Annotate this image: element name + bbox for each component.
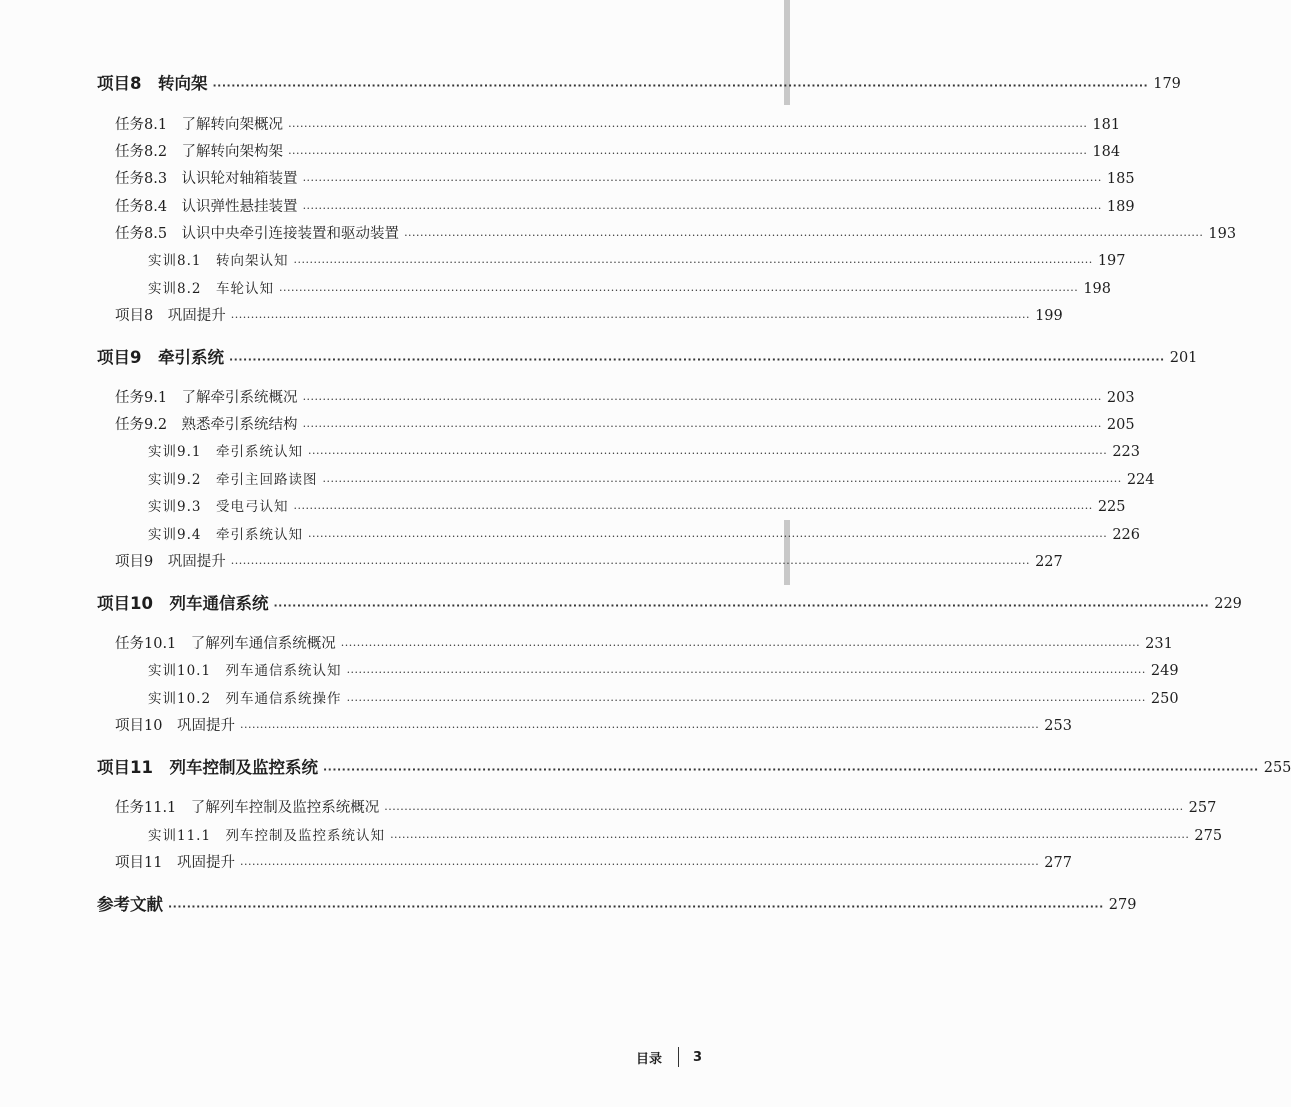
toc-leader-dots: ········································································································································································································ — [230, 557, 1031, 570]
toc-leader-dots: ········································································································································································································ — [239, 858, 1040, 871]
toc-entry-title: 项目11 巩固提升 — [115, 855, 235, 871]
toc-page-number: 275 — [1194, 828, 1223, 844]
footer-page-number: 3 — [693, 1049, 703, 1065]
toc-entry-title: 实训9.1 牵引系统认知 — [148, 444, 303, 460]
toc-entry-title: 实训11.1 列车控制及监控系统认知 — [148, 828, 386, 844]
toc-page-number: 184 — [1092, 144, 1121, 160]
toc-leader-dots: ········································································································································································································ — [302, 393, 1102, 406]
toc-leader-dots: ········································································································································································································ — [293, 502, 1093, 515]
toc-leader-dots: ········································································································································································································ — [307, 447, 1108, 460]
toc-entry-title: 实训8.1 转向架认知 — [148, 253, 289, 269]
toc-page-number: 193 — [1208, 226, 1237, 242]
toc-page-number: 199 — [1035, 308, 1063, 324]
toc-leader-dots: ········································································································································································································ — [302, 174, 1102, 187]
toc-leader-dots: ········································································································································································································ — [288, 147, 1088, 160]
toc-leader-dots: ········································································································································································································ — [302, 420, 1102, 433]
toc-page-number: 181 — [1092, 117, 1121, 133]
toc-entry-title: 项目11 列车控制及监控系统 — [97, 758, 318, 777]
toc-entry-title: 任务9.2 熟悉牵引系统结构 — [115, 417, 298, 433]
toc-page-number: 203 — [1106, 390, 1135, 406]
toc-leader-dots: ········································································································································································································ — [239, 721, 1040, 734]
toc-leader-dots: ········································································································································································································ — [322, 763, 1259, 776]
toc-page-number: 179 — [1153, 76, 1181, 92]
toc-practice-entry[interactable] — [148, 249, 1126, 273]
toc-chapter-entry[interactable] — [97, 592, 1242, 616]
toc-task-entry[interactable] — [115, 851, 1072, 875]
toc-chapter-entry[interactable] — [97, 72, 1181, 96]
footer-section-label: 目录 — [636, 1051, 663, 1067]
toc-leader-dots: ········································································································································································································ — [390, 831, 1190, 844]
toc-page-number: 255 — [1263, 760, 1291, 776]
toc-task-entry[interactable] — [115, 195, 1135, 219]
toc-page-number: 185 — [1106, 171, 1135, 187]
toc-page-number: 229 — [1214, 596, 1242, 612]
toc-practice-entry[interactable] — [148, 523, 1140, 547]
toc-page-number: 223 — [1112, 444, 1140, 460]
toc-entry-title: 参考文献 — [97, 895, 163, 914]
toc-entry-title: 项目8 转向架 — [97, 74, 208, 93]
toc-page-number: 197 — [1097, 253, 1126, 269]
toc-leader-dots: ········································································································································································································ — [278, 284, 1079, 297]
toc-task-entry[interactable] — [115, 550, 1063, 574]
toc-leader-dots: ········································································································································································································ — [288, 120, 1088, 133]
toc-page-number: 277 — [1044, 855, 1072, 871]
toc-page-number: 279 — [1108, 897, 1137, 913]
toc-entry-title: 任务8.3 认识轮对轴箱装置 — [115, 171, 298, 187]
toc-entry-title: 实训8.2 车轮认知 — [148, 281, 274, 297]
toc-leader-dots: ········································································································································································································ — [293, 256, 1093, 269]
toc-entry-title: 实训10.2 列车通信系统操作 — [148, 691, 342, 707]
toc-practice-entry[interactable] — [148, 659, 1179, 683]
toc-entry-title: 任务11.1 了解列车控制及监控系统概况 — [115, 800, 380, 816]
toc-leader-dots: ········································································································································································································ — [340, 639, 1141, 652]
toc-task-entry[interactable] — [115, 304, 1063, 328]
toc-entry-title: 项目9 牵引系统 — [97, 348, 224, 367]
toc-task-entry[interactable] — [115, 714, 1072, 738]
toc-task-entry[interactable] — [115, 113, 1121, 137]
toc-leader-dots: ········································································································································································································ — [212, 79, 1149, 92]
toc-page-number: 253 — [1044, 718, 1072, 734]
toc-entry-title: 项目10 巩固提升 — [115, 718, 235, 734]
toc-page-number: 189 — [1106, 199, 1135, 215]
toc-task-entry[interactable] — [115, 632, 1173, 656]
toc-leader-dots: ········································································································································································································ — [168, 900, 1104, 913]
toc-chapter-entry[interactable] — [97, 346, 1198, 370]
toc-page-number: 225 — [1097, 499, 1126, 515]
toc-chapter-entry[interactable] — [97, 893, 1137, 917]
toc-task-entry[interactable] — [115, 222, 1237, 246]
toc-leader-dots: ········································································································································································································ — [322, 475, 1122, 488]
toc-leader-dots: ········································································································································································································ — [230, 311, 1031, 324]
toc-entry-title: 项目8 巩固提升 — [115, 308, 226, 324]
toc-page-number: 257 — [1188, 800, 1217, 816]
toc-leader-dots: ········································································································································································································ — [384, 803, 1184, 816]
toc-entry-title: 实训9.4 牵引系统认知 — [148, 527, 303, 543]
toc-practice-entry[interactable] — [148, 277, 1111, 301]
toc-entry-title: 实训9.3 受电弓认知 — [148, 499, 289, 515]
toc-entry-title: 任务8.5 认识中央牵引连接装置和驱动装置 — [115, 226, 400, 242]
toc-page-number: 250 — [1150, 691, 1179, 707]
toc-leader-dots: ········································································································································································································ — [346, 694, 1146, 707]
toc-leader-dots: ········································································································································································································ — [302, 202, 1102, 215]
toc-entry-title: 任务8.1 了解转向架概况 — [115, 117, 284, 133]
toc-practice-entry[interactable] — [148, 495, 1126, 519]
toc-page-number: 227 — [1035, 554, 1063, 570]
toc-entry-title: 任务10.1 了解列车通信系统概况 — [115, 636, 336, 652]
toc-practice-entry[interactable] — [148, 687, 1179, 711]
toc-page-number: 231 — [1145, 636, 1173, 652]
page-footer — [636, 1046, 702, 1068]
toc-practice-entry[interactable] — [148, 468, 1155, 492]
toc-task-entry[interactable] — [115, 140, 1121, 164]
toc-entry-title: 实训9.2 牵引主回路读图 — [148, 472, 318, 488]
footer-divider — [678, 1047, 679, 1067]
toc-page-number: 201 — [1169, 350, 1198, 366]
toc-entry-title: 项目10 列车通信系统 — [97, 594, 269, 613]
toc-task-entry[interactable] — [115, 796, 1217, 820]
toc-page-number: 249 — [1150, 663, 1179, 679]
toc-entry-title: 任务9.1 了解牵引系统概况 — [115, 390, 298, 406]
toc-task-entry[interactable] — [115, 167, 1135, 191]
toc-entry-title: 任务8.2 了解转向架构架 — [115, 144, 284, 160]
toc-leader-dots: ········································································································································································································ — [273, 599, 1210, 612]
toc-entry-title: 实训10.1 列车通信系统认知 — [148, 663, 342, 679]
toc-page-number: 224 — [1126, 472, 1155, 488]
toc-practice-entry[interactable] — [148, 440, 1140, 464]
toc-leader-dots: ········································································································································································································ — [404, 229, 1204, 242]
toc-entry-title: 任务8.4 认识弹性悬挂装置 — [115, 199, 298, 215]
toc-leader-dots: ········································································································································································································ — [307, 530, 1108, 543]
toc-leader-dots: ········································································································································································································ — [228, 353, 1165, 366]
toc-chapter-entry[interactable] — [97, 756, 1291, 780]
toc-practice-entry[interactable] — [148, 824, 1223, 848]
toc-entry-title: 项目9 巩固提升 — [115, 554, 226, 570]
toc-page-number: 198 — [1083, 281, 1111, 297]
toc-page-number: 205 — [1106, 417, 1135, 433]
toc-task-entry[interactable] — [115, 413, 1135, 437]
toc-page-number: 226 — [1112, 527, 1140, 543]
toc-leader-dots: ········································································································································································································ — [346, 666, 1146, 679]
toc-task-entry[interactable] — [115, 386, 1135, 410]
